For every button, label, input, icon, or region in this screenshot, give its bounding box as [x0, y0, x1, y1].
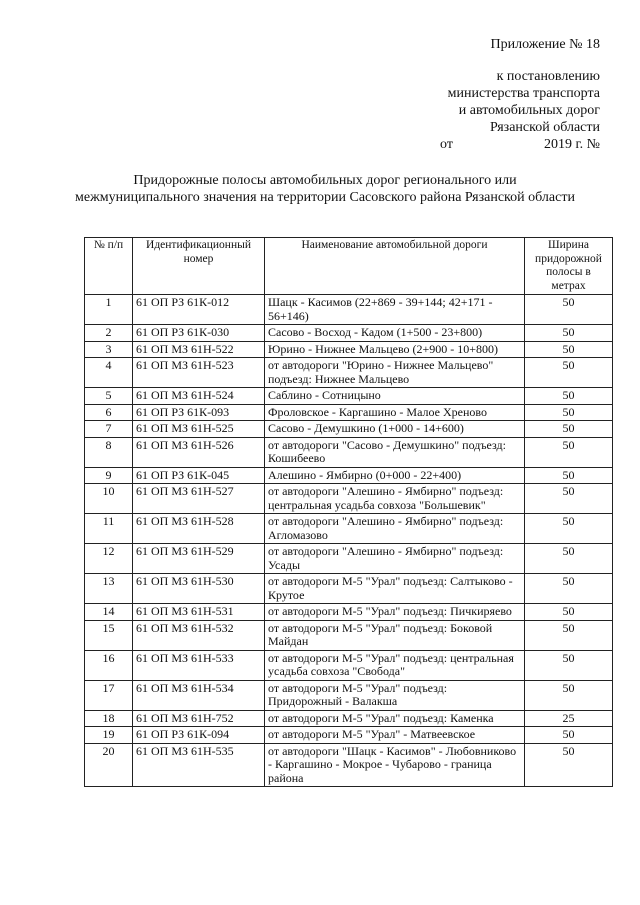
cell-road-name: от автодороги "Сасово - Демушкино" подъезд: Кошибеево	[265, 437, 525, 467]
cell-id: 61 ОП МЗ 61Н-526	[133, 437, 265, 467]
cell-width: 50	[525, 727, 613, 744]
table-row	[85, 341, 613, 358]
cell-id: 61 ОП МЗ 61Н-752	[133, 710, 265, 727]
table-row	[85, 743, 613, 787]
cell-number: 18	[85, 710, 133, 727]
cell-number: 5	[85, 388, 133, 405]
cell-id: 61 ОП РЗ 61К-030	[133, 325, 265, 342]
roads-table-body	[85, 295, 613, 787]
table-row	[85, 650, 613, 680]
annex-reference	[440, 68, 600, 153]
cell-width: 50	[525, 421, 613, 438]
cell-number: 17	[85, 680, 133, 710]
table-row	[85, 727, 613, 744]
cell-number: 3	[85, 341, 133, 358]
cell-width: 50	[525, 388, 613, 405]
cell-id: 61 ОП МЗ 61Н-528	[133, 514, 265, 544]
cell-road-name: Саблино - Сотницыно	[265, 388, 525, 405]
table-header-row	[85, 238, 613, 295]
annex-title: Приложение № 18	[490, 37, 600, 52]
table-row	[85, 421, 613, 438]
cell-id: 61 ОП МЗ 61Н-531	[133, 604, 265, 621]
table-row	[85, 404, 613, 421]
cell-number: 8	[85, 437, 133, 467]
cell-id: 61 ОП МЗ 61Н-524	[133, 388, 265, 405]
cell-road-name: Юрино - Нижнее Мальцево (2+900 - 10+800)	[265, 341, 525, 358]
cell-width: 50	[525, 604, 613, 621]
cell-id: 61 ОП РЗ 61К-012	[133, 295, 265, 325]
cell-number: 13	[85, 574, 133, 604]
table-row	[85, 620, 613, 650]
cell-id: 61 ОП МЗ 61Н-527	[133, 484, 265, 514]
table-row	[85, 484, 613, 514]
cell-road-name: Алешино - Ямбирно (0+000 - 22+400)	[265, 467, 525, 484]
cell-road-name: от автодороги "Алешино - Ямбирно" подъезд: Агломазово	[265, 514, 525, 544]
header-road-name: Наименование автомобильной дороги	[265, 238, 525, 295]
cell-width: 50	[525, 484, 613, 514]
cell-road-name: от автодороги М-5 "Урал" подъезд: Придорожный - Валакша	[265, 680, 525, 710]
header-width: Ширина придорожной полосы в метрах	[525, 238, 613, 295]
cell-number: 20	[85, 743, 133, 787]
header-id: Идентификационный номер	[133, 238, 265, 295]
cell-number: 19	[85, 727, 133, 744]
document-title: Придорожные полосы автомобильных дорог регионального или межмуниципального значения на территории Сасовского района Рязанской области	[75, 173, 575, 205]
cell-width: 50	[525, 620, 613, 650]
cell-number: 4	[85, 358, 133, 388]
annex-line: к постановлению	[496, 69, 600, 84]
cell-width: 50	[525, 467, 613, 484]
cell-road-name: от автодороги М-5 "Урал" - Матвеевское	[265, 727, 525, 744]
cell-id: 61 ОП МЗ 61Н-525	[133, 421, 265, 438]
cell-width: 50	[525, 743, 613, 787]
annex-line: министерства транспорта	[447, 86, 600, 101]
table-row	[85, 680, 613, 710]
cell-id: 61 ОП МЗ 61Н-522	[133, 341, 265, 358]
cell-width: 50	[525, 295, 613, 325]
cell-id: 61 ОП МЗ 61Н-534	[133, 680, 265, 710]
cell-width: 25	[525, 710, 613, 727]
cell-id: 61 ОП МЗ 61Н-533	[133, 650, 265, 680]
cell-width: 50	[525, 325, 613, 342]
roads-table	[84, 237, 613, 787]
table-row	[85, 574, 613, 604]
cell-road-name: от автодороги "Алешино - Ямбирно" подъезд: центральная усадьба совхоза "Большевик"	[265, 484, 525, 514]
cell-id: 61 ОП РЗ 61К-093	[133, 404, 265, 421]
cell-road-name: от автодороги М-5 "Урал" подъезд: Каменка	[265, 710, 525, 727]
cell-width: 50	[525, 437, 613, 467]
table-row	[85, 295, 613, 325]
cell-road-name: Фроловское - Каргашино - Малое Хреново	[265, 404, 525, 421]
cell-road-name: Сасово - Демушкино (1+000 - 14+600)	[265, 421, 525, 438]
cell-id: 61 ОП МЗ 61Н-530	[133, 574, 265, 604]
date-line	[440, 136, 600, 153]
cell-id: 61 ОП МЗ 61Н-532	[133, 620, 265, 650]
cell-road-name: Сасово - Восход - Кадом (1+500 - 23+800)	[265, 325, 525, 342]
table-row	[85, 325, 613, 342]
table-row	[85, 544, 613, 574]
cell-id: 61 ОП РЗ 61К-045	[133, 467, 265, 484]
table-row	[85, 710, 613, 727]
cell-road-name: от автодороги М-5 "Урал" подъезд: Боковой Майдан	[265, 620, 525, 650]
cell-id: 61 ОП МЗ 61Н-523	[133, 358, 265, 388]
cell-number: 12	[85, 544, 133, 574]
header-number: № п/п	[85, 238, 133, 295]
date-from: от	[440, 137, 453, 152]
cell-number: 16	[85, 650, 133, 680]
cell-road-name: от автодороги М-5 "Урал" подъезд: Салтыково - Крутое	[265, 574, 525, 604]
cell-road-name: от автодороги "Шацк - Касимов" - Любовниково - Каргашино - Мокрое - Чубарово - граница района	[265, 743, 525, 787]
cell-id: 61 ОП МЗ 61Н-529	[133, 544, 265, 574]
cell-road-name: от автодороги "Алешино - Ямбирно" подъезд: Усады	[265, 544, 525, 574]
cell-road-name: от автодороги М-5 "Урал" подъезд: центральная усадьба совхоза "Свобода"	[265, 650, 525, 680]
table-row	[85, 388, 613, 405]
cell-number: 6	[85, 404, 133, 421]
cell-number: 9	[85, 467, 133, 484]
table-row	[85, 467, 613, 484]
cell-road-name: от автодороги "Юрино - Нижнее Мальцево" подъезд: Нижнее Мальцево	[265, 358, 525, 388]
cell-number: 2	[85, 325, 133, 342]
date-rest: 2019 г. №	[543, 137, 600, 152]
cell-number: 11	[85, 514, 133, 544]
cell-width: 50	[525, 341, 613, 358]
annex-line: Рязанской области	[489, 120, 600, 135]
table-row	[85, 514, 613, 544]
cell-number: 15	[85, 620, 133, 650]
table-row	[85, 604, 613, 621]
cell-width: 50	[525, 650, 613, 680]
table-row	[85, 358, 613, 388]
cell-width: 50	[525, 680, 613, 710]
cell-id: 61 ОП МЗ 61Н-535	[133, 743, 265, 787]
cell-number: 10	[85, 484, 133, 514]
cell-width: 50	[525, 358, 613, 388]
annex-line: и автомобильных дорог	[458, 103, 600, 118]
cell-width: 50	[525, 404, 613, 421]
cell-id: 61 ОП РЗ 61К-094	[133, 727, 265, 744]
cell-number: 1	[85, 295, 133, 325]
cell-width: 50	[525, 544, 613, 574]
cell-number: 7	[85, 421, 133, 438]
cell-width: 50	[525, 514, 613, 544]
cell-road-name: Шацк - Касимов (22+869 - 39+144; 42+171 - 56+146)	[265, 295, 525, 325]
table-row	[85, 437, 613, 467]
cell-width: 50	[525, 574, 613, 604]
cell-road-name: от автодороги М-5 "Урал" подъезд: Пичкиряево	[265, 604, 525, 621]
cell-number: 14	[85, 604, 133, 621]
